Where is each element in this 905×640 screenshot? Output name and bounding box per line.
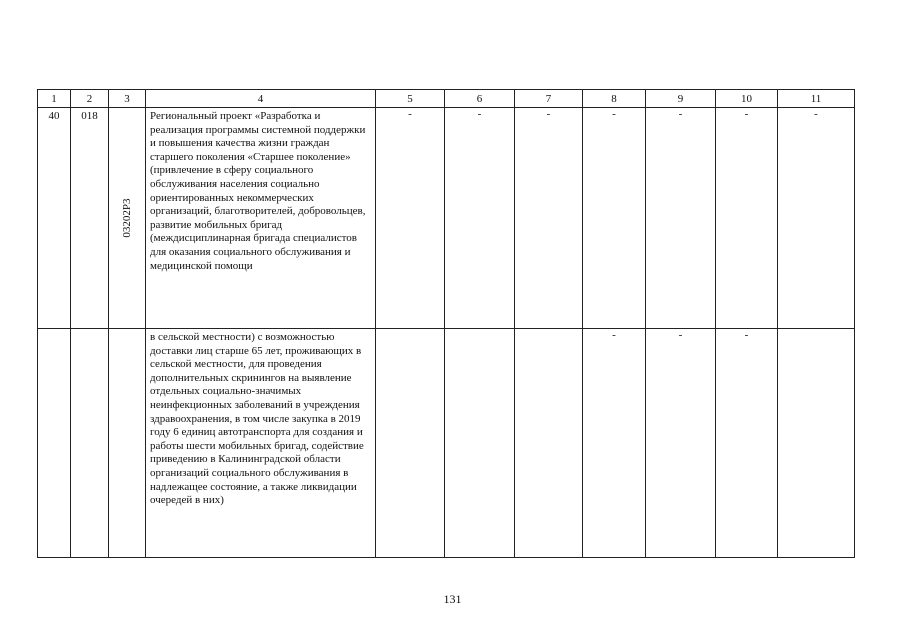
header-col-2: 2: [71, 90, 109, 108]
value-cell: -: [716, 329, 778, 558]
table-row: [38, 329, 855, 558]
empty-cell: [109, 329, 146, 558]
value-cell: -: [646, 108, 716, 329]
header-col-7: 7: [515, 90, 583, 108]
program-code: 03202P3: [121, 198, 133, 238]
empty-cell: [71, 329, 109, 558]
empty-cell: [38, 329, 71, 558]
header-col-1: 1: [38, 90, 71, 108]
header-col-8: 8: [583, 90, 646, 108]
header-col-11: 11: [778, 90, 855, 108]
value-cell: -: [716, 108, 778, 329]
header-col-10: 10: [716, 90, 778, 108]
value-cell: -: [646, 329, 716, 558]
row-number: 40: [38, 108, 71, 329]
budget-table: [37, 89, 855, 558]
header-col-4: 4: [146, 90, 376, 108]
header-col-9: 9: [646, 90, 716, 108]
value-cell: -: [445, 108, 515, 329]
page-number: 131: [443, 592, 462, 606]
value-cell: -: [376, 108, 445, 329]
header-col-3: 3: [109, 90, 146, 108]
value-cell: -: [583, 108, 646, 329]
empty-cell: [445, 329, 515, 558]
value-cell: -: [583, 329, 646, 558]
project-description: Региональный проект «Разработка и реализация программы системной поддержки и повышения качества жизни граждан старшего поколения «Старшее поколение» (привлечение в сферу социального обслуживания населения социально ориентированных некоммерческих организаций, благотворителей, добровольцев, развитие мобильных бригад (междисциплинарная бригада специалистов для оказания социального обслуживания и медицинской помощи: [146, 108, 376, 329]
table-row: [38, 108, 855, 329]
header-row: [38, 90, 855, 108]
program-code-cell: [109, 108, 146, 329]
empty-cell: [376, 329, 445, 558]
project-description-continued: в сельской местности) с возможностью доставки лиц старше 65 лет, проживающих в сельской местности, для проведения дополнительных скринингов на выявление отдельных социально-значимых неинфекционных заболеваний в учреждения здравоохранения, в том числе закупка в 2019 году 6 единиц автотранспорта для создания и работы шести мобильных бригад, содействие приведению в Калининградской области организаций социального обслуживания в надлежащее состояние, а также ликвидации очередей в них): [146, 329, 376, 558]
header-col-5: 5: [376, 90, 445, 108]
value-cell: -: [778, 108, 855, 329]
empty-cell: [515, 329, 583, 558]
empty-cell: [778, 329, 855, 558]
value-cell: -: [515, 108, 583, 329]
header-col-6: 6: [445, 90, 515, 108]
department-code: 018: [71, 108, 109, 329]
